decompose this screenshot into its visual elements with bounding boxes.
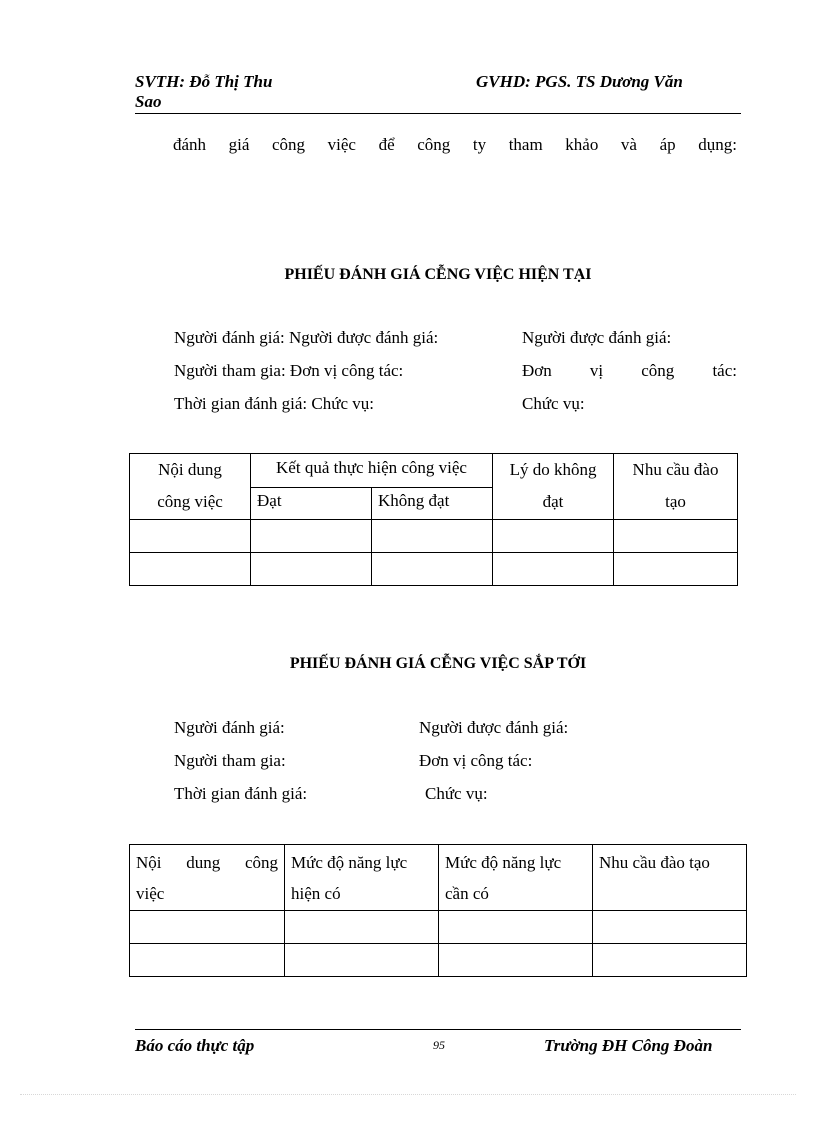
form1-cell xyxy=(251,553,372,586)
intro-word: việc xyxy=(327,135,356,154)
footer-rule xyxy=(135,1029,741,1030)
intro-word: khảo xyxy=(565,135,599,154)
form1-right-line-2 xyxy=(522,361,737,381)
header-student xyxy=(135,72,272,112)
form2-header-content xyxy=(130,845,285,911)
form1-right-line-2-word: vị xyxy=(589,361,604,380)
form2-cell xyxy=(130,911,285,944)
form1-cell xyxy=(130,553,251,586)
form1-header-reason xyxy=(493,454,614,520)
form1-cell xyxy=(372,553,493,586)
form1-header-content-text: Nội dung công việc xyxy=(157,460,223,511)
form1-header-pass xyxy=(251,488,372,520)
form1-header-content xyxy=(130,454,251,520)
form2-table-row xyxy=(130,944,747,977)
header-student-line1: SVTH: Đỗ Thị Thu xyxy=(135,72,273,91)
form1-header-training xyxy=(614,454,738,520)
form2-header-training-text: Nhu cầu đào tạo xyxy=(599,853,710,872)
form1-right-line-2-word: Đơn xyxy=(522,361,552,380)
form1-left-line-3: Thời gian đánh giá: Chức vụ: xyxy=(174,394,374,413)
header-student-line2: Sao xyxy=(135,92,162,111)
form1-header-fail xyxy=(372,488,493,520)
form2-header-required xyxy=(439,845,593,911)
page-bottom-edge xyxy=(20,1094,796,1095)
intro-word: giá xyxy=(228,135,250,154)
form2-cell xyxy=(439,911,593,944)
intro-word: ty xyxy=(472,135,487,154)
form1-right-line-2-word: công xyxy=(641,361,675,380)
form2-left-line-2: Người tham gia: xyxy=(174,751,286,770)
form1-cell xyxy=(372,520,493,553)
form1-header-pass-text: Đạt xyxy=(257,491,282,510)
form2-header-current-line1: Mức độ năng lực xyxy=(291,853,408,872)
form2-right-line-2: Đơn vị công tác: xyxy=(419,751,533,770)
footer-page-number: 95 xyxy=(433,1038,445,1052)
form2-header-current-line2: hiện có xyxy=(291,884,341,903)
form2-header-training xyxy=(593,845,747,911)
form1-cell xyxy=(130,520,251,553)
form2-cell xyxy=(439,944,593,977)
form1-cell xyxy=(251,520,372,553)
intro-word: đánh xyxy=(173,135,207,154)
form1-table-row xyxy=(130,520,738,553)
form2-right-line-1: Người được đánh giá: xyxy=(419,718,569,737)
form2-header-content-word: Nội xyxy=(136,853,162,872)
form1-header-fail-text: Không đạt xyxy=(378,491,450,510)
header-advisor: GVHD: PGS. TS Dương Văn xyxy=(476,72,683,91)
intro-text xyxy=(173,135,737,155)
form2-right-line-3: Chức vụ: xyxy=(425,784,488,803)
form1-left-line-2: Người tham gia: Đơn vị công tác: xyxy=(174,361,404,380)
intro-word: dụng: xyxy=(698,135,737,154)
intro-word: công xyxy=(417,135,451,154)
form1-table-row xyxy=(130,553,738,586)
form2-cell xyxy=(593,944,747,977)
form1-table xyxy=(129,453,738,586)
form1-cell xyxy=(493,520,614,553)
form2-header-required-line1: Mức độ năng lực xyxy=(445,853,562,872)
form1-title: PHIẾU ĐÁNH GIÁ CỄNG VIỆC HIỆN TẠI xyxy=(284,266,592,283)
form2-table xyxy=(129,844,747,977)
form2-cell xyxy=(593,911,747,944)
form2-header-content-line2: việc xyxy=(136,884,165,903)
form2-header-current xyxy=(285,845,439,911)
form1-header-result xyxy=(251,454,493,488)
form1-cell xyxy=(614,553,738,586)
form1-header-training-text: Nhu cầu đào tạo xyxy=(632,460,719,511)
form2-left-line-3: Thời gian đánh giá: xyxy=(174,784,308,803)
form2-title: PHIẾU ĐÁNH GIÁ CỄNG VIỆC SẮP TỚI xyxy=(289,655,587,672)
form2-header-content-word: dung xyxy=(186,853,221,872)
form1-left-line-1: Người đánh giá: Người được đánh giá: xyxy=(174,328,439,347)
form2-header-content-word: công xyxy=(244,853,278,872)
form1-right-line-1: Người được đánh giá: xyxy=(522,328,672,347)
form1-header-reason-text: Lý do không đạt xyxy=(509,460,597,511)
intro-word: và xyxy=(620,135,637,154)
form1-right-line-2-word: tác: xyxy=(712,361,737,380)
intro-word: tham xyxy=(508,135,543,154)
form1-header-result-text: Kết quả thực hiện công việc xyxy=(276,458,467,477)
form2-header-content-line1 xyxy=(136,847,278,878)
footer-left: Báo cáo thực tập xyxy=(135,1036,255,1055)
intro-word: áp xyxy=(659,135,676,154)
form1-cell xyxy=(493,553,614,586)
form2-cell xyxy=(285,944,439,977)
footer-right: Trường ĐH Công Đoàn xyxy=(544,1036,713,1055)
form2-cell xyxy=(285,911,439,944)
form1-cell xyxy=(614,520,738,553)
form2-left-line-1: Người đánh giá: xyxy=(174,718,285,737)
header-rule xyxy=(135,113,741,114)
intro-word: công xyxy=(272,135,306,154)
intro-word: để xyxy=(378,135,395,154)
form2-table-row xyxy=(130,911,747,944)
form2-cell xyxy=(130,944,285,977)
form2-header-required-line2: cần có xyxy=(445,884,489,903)
form1-right-line-3: Chức vụ: xyxy=(522,394,585,413)
